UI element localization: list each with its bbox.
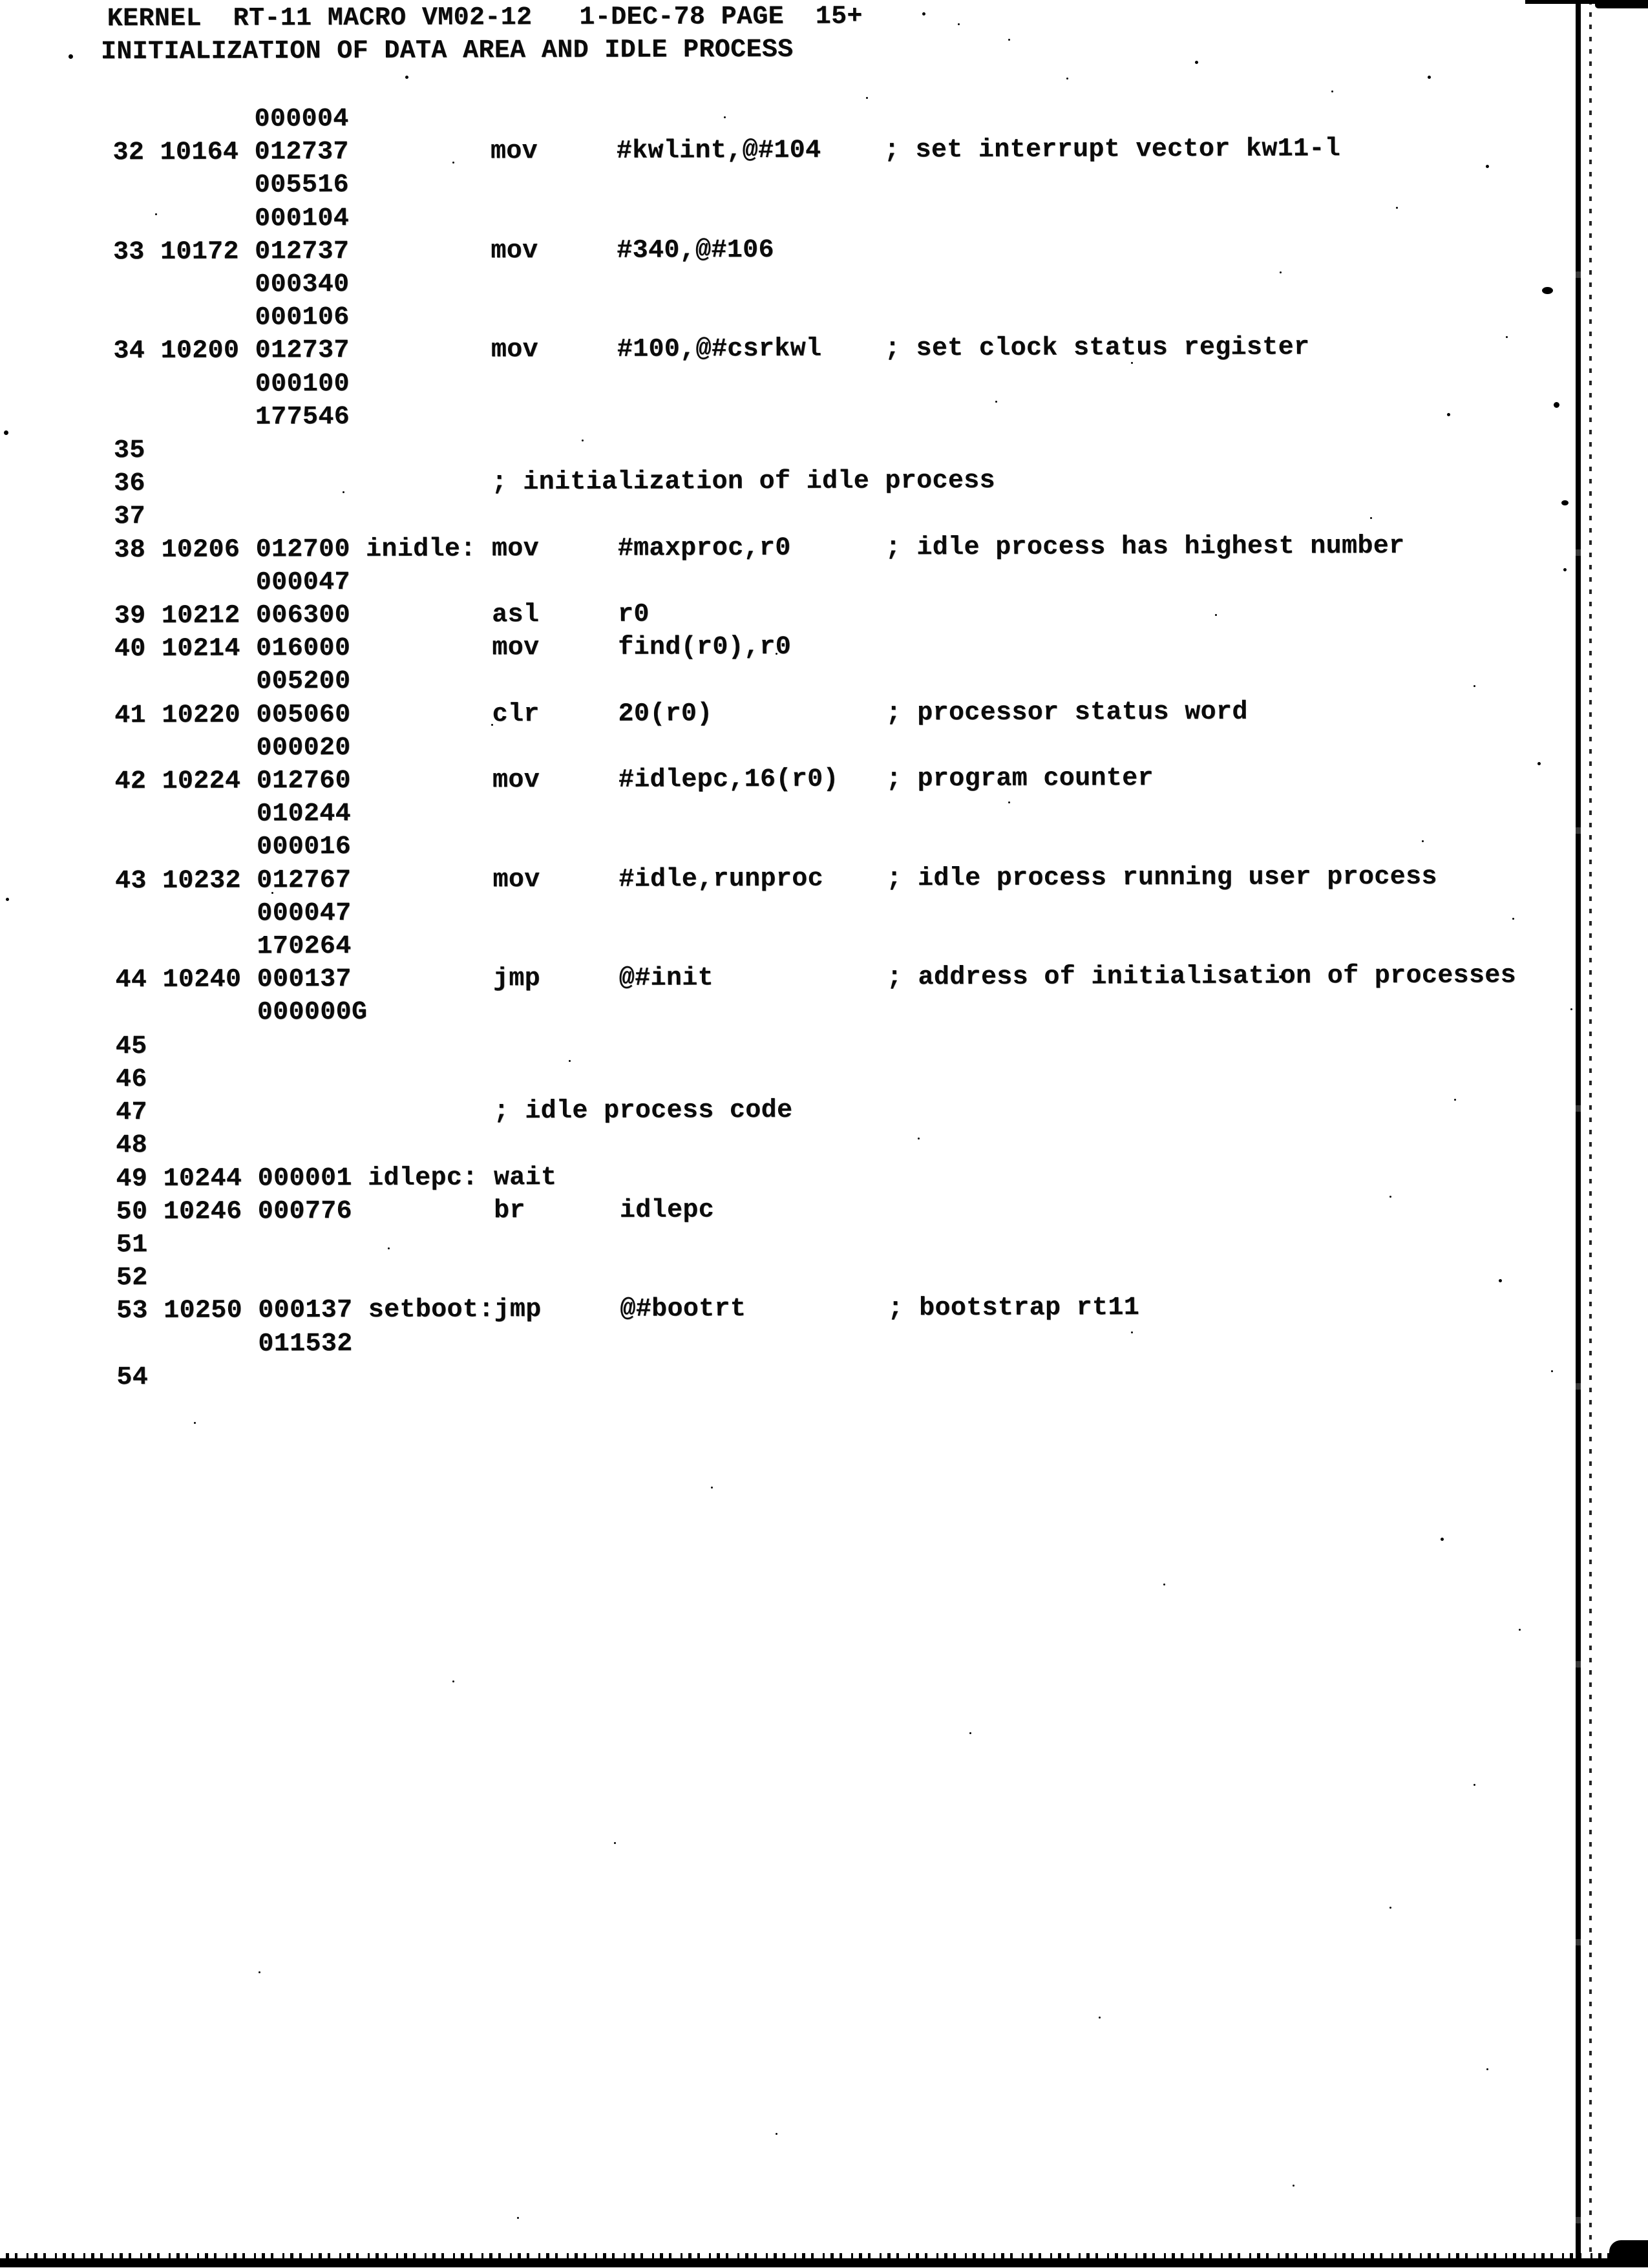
scan-right-edge-dotted-line: [1589, 0, 1592, 2262]
page-header-title: KERNEL RT-11 MACRO VM02-12 1-DEC-78 PAGE 15+: [107, 2, 863, 34]
scan-ink-blob: [1542, 287, 1553, 294]
scan-bottom-corner-mark: [1609, 2240, 1648, 2262]
assembly-listing: 000004 32 10164 012737 mov #kwlint,@#104 ; set interrupt vector kw11-l 005516 000104 33 10172 012737 mov #340,@#106 000340 000106 34 10200 012737 mov #100,@#csrkwl ; set clock status register 000100 177546 35 36 ; initialization of idle process 37 38 10206 012700 inidle: mov #maxproc,r0 ; idle process has highest number 000047 39 10212 006300 asl r0 40 10214 016000 mov find(r0),r0 005200 41 10220 005060 clr 20(r0) ; processor status word 000020 42 10224 012760 mov #idlepc,16(r0) ; program counter 010244 000016 43 10232 012767 mov #idle,runproc ; idle process running user process 000047 170264 44 10240 000137 jmp @#init ; address of initialisation of processes 000000G 45 46 47 ; idle process code 48 49 10244 000001 idlepc: wait 50 10246 000776 br idlepc 51 52 53 10250 000137 setboot:jmp @#bootrt ; bootstrap rt11 011532 54: [112, 104, 1517, 1392]
scan-ink-blob: [1561, 500, 1569, 505]
scan-top-corner-mark: [1595, 0, 1648, 8]
scan-ink-blob: [1554, 402, 1559, 408]
page-header-subtitle: INITIALIZATION OF DATA AREA AND IDLE PROCESS: [100, 35, 794, 67]
scan-noise-speckles: [0, 0, 2, 2]
scan-right-edge-line: [1576, 0, 1581, 2267]
scan-bottom-edge: [0, 2258, 1648, 2267]
